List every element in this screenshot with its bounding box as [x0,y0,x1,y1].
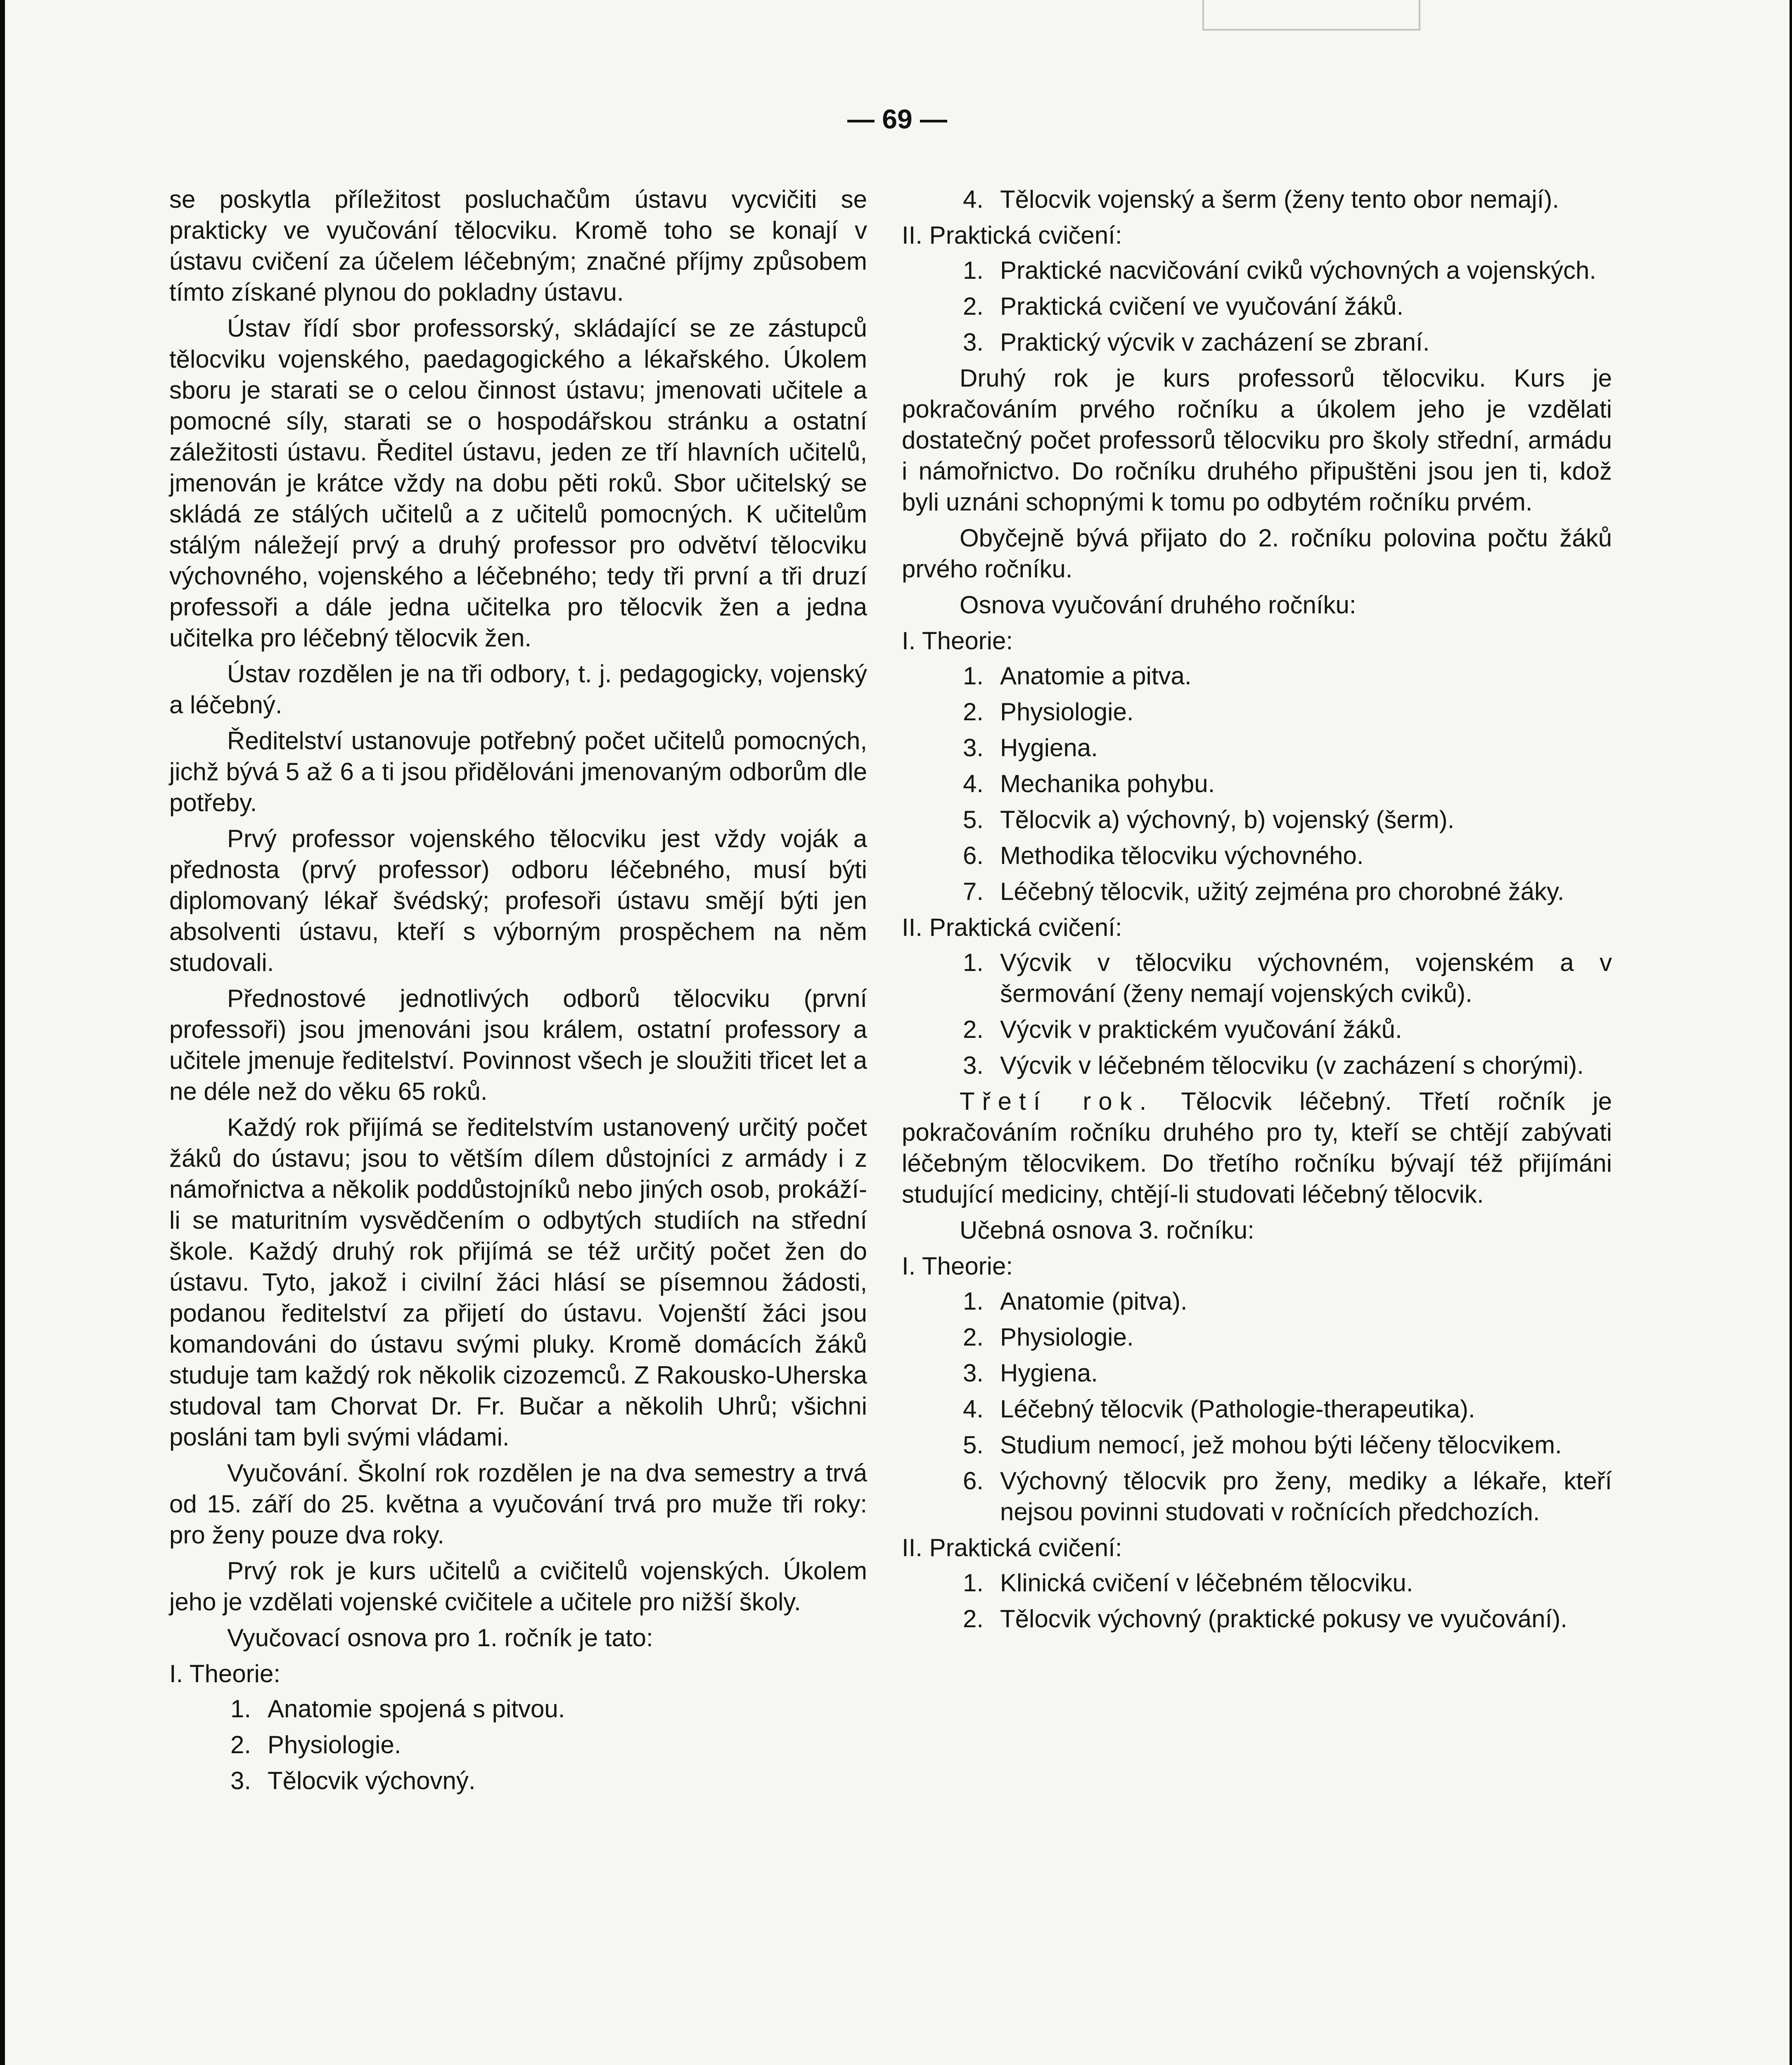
list-item-text: Léčebný tělocvik, užitý zejména pro chorobné žáky. [1000,878,1564,905]
list-item [902,840,1612,871]
list-item-number: 3. [963,328,984,356]
paragraph [902,363,1612,517]
list-item [902,947,1612,1009]
section-heading: II. Praktická cvičení: [902,914,1122,941]
list-item-number: 4. [963,1395,984,1423]
list-item-number: 3. [963,734,984,762]
list-item-number: 6. [963,842,984,869]
list-item-text: Klinická cvičení v léčebném tělocviku. [1000,1569,1413,1597]
list-item-number: 6. [963,1467,984,1495]
list-item [902,1014,1612,1045]
left-column [169,184,867,1801]
list-item-text: Physiologie. [268,1731,401,1759]
list-item-number: 2. [963,1323,984,1351]
paragraph [169,823,867,978]
scanned-page [5,0,1790,2065]
paragraph-text: Vyučovací osnova pro 1. ročník je tato: [227,1624,653,1652]
list-item [902,876,1612,907]
paragraph-text: Osnova vyučování druhého ročníku: [960,591,1356,619]
list-item-text: Výchovný tělocvik pro ženy, mediky a lékaře, kteří nejsou povinni studovati v ročnících předchozích. [1000,1467,1612,1526]
list-item-number: 2. [963,1016,984,1043]
list-item [902,1286,1612,1317]
list-item [902,1050,1612,1081]
paragraph [169,1457,867,1550]
paragraph-text: Tělocvik léčebný. Třetí ročník je pokračováním ročníku druhého pro ty, kteří se chtějí zabývati léčebným tělocvikem. Do třetího ročníku bývají též přijímáni studující mediciny, chtějí-li studovati léčebný tělocvik. [902,1087,1612,1208]
list-item [902,184,1612,215]
paragraph-text: se poskytla příležitost posluchačům ústavu vycvičiti se prakticky ve vyučování tělocviku. Kromě toho se konají v ústavu cvičení za účelem léčebným; značné příjmy způsobem tímto získané plynou do pokladny ústavu. [169,185,867,306]
paragraph-text: Ředitelství ustanovuje potřebný počet učitelů pomocných, jichž bývá 5 až 6 a ti jsou přidělováni jmenovaným odborům dle potřeby. [169,727,867,817]
list-item-number: 5. [963,806,984,833]
list-item-text: Tělocvik vojenský a šerm (ženy tento obor nemají). [1000,185,1559,213]
list-item-number: 4. [963,770,984,798]
list-item-number: 1. [963,949,984,976]
list-item-text: Physiologie. [1000,698,1134,726]
paragraph [169,184,867,308]
paragraph-text: Vyučování. Školní rok rozdělen je na dva semestry a trvá od 15. září do 25. května a vyučování trvá pro muže tři roky: pro ženy pouze dva roky. [169,1459,867,1549]
list-item [169,1729,867,1760]
paragraph [902,589,1612,620]
list-item-number: 1. [963,662,984,690]
list-item-text: Studium nemocí, jež mohou býti léčeny tělocvikem. [1000,1431,1562,1459]
paragraph-text: Učebná osnova 3. ročníku: [960,1216,1254,1244]
library-stamp [1202,0,1420,31]
list-item [902,327,1612,358]
list-item [902,291,1612,322]
list-item [902,732,1612,763]
paragraph [902,1215,1612,1246]
section-heading: I. Theorie: [169,1660,281,1688]
list-item-number: 1. [963,1569,984,1597]
paragraph [902,522,1612,584]
list-item-text: Praktický výcvik v zacházení se zbraní. [1000,328,1430,356]
list-item-number: 4. [963,185,984,213]
paragraph-text: Ústav rozdělen je na tři odbory, t. j. pedagogicky, vojenský a léčebný. [169,660,867,719]
list-item [902,1322,1612,1353]
list-item-number: 7. [963,878,984,905]
list-item-text: Hygiena. [1000,734,1098,762]
paragraph-lead: Třetí rok. [960,1087,1154,1115]
paragraph [169,983,867,1107]
list-item-text: Praktická cvičení ve vyučování žáků. [1000,292,1404,320]
list-item-text: Výcvik v praktickém vyučování žáků. [1000,1016,1402,1043]
list-item [902,660,1612,691]
list-item-text: Hygiena. [1000,1359,1098,1387]
page-header-number: — 69 — [847,104,948,134]
list-item-text: Physiologie. [1000,1323,1134,1351]
list-item-text: Anatomie (pitva). [1000,1287,1188,1315]
paragraph [902,1086,1612,1210]
section-heading: II. Praktická cvičení: [902,1534,1122,1562]
list-item-number: 3. [963,1359,984,1387]
list-item [902,1358,1612,1389]
paragraph [169,1112,867,1453]
list-item [902,1393,1612,1424]
list-item [902,1429,1612,1460]
list-item-text: Anatomie spojená s pitvou. [268,1695,565,1723]
list-item-text: Methodika tělocviku výchovného. [1000,842,1364,869]
list-item-text: Anatomie a pitva. [1000,662,1192,690]
list-item-text: Mechanika pohybu. [1000,770,1215,798]
list-item-number: 1. [963,1287,984,1315]
paragraph [169,725,867,818]
paragraph [169,658,867,720]
list-item [902,1465,1612,1527]
section-heading: I. Theorie: [902,627,1013,655]
list-item-text: Tělocvik výchovný. [268,1767,476,1794]
list-item [902,1603,1612,1634]
list-item-number: 2. [963,292,984,320]
list-item [902,768,1612,799]
list-item-text: Tělocvik a) výchovný, b) vojenský (šerm). [1000,806,1455,833]
paragraph [169,313,867,653]
list-item [169,1765,867,1796]
paragraph-text: Prvý professor vojenského tělocviku jest vždy voják a přednosta (prvý professor) odboru léčebného, musí býti diplomovaný lékař švédský; profesoři ústavu smějí býti jen absolventi ústavu, kteří s výborným prospěchem na něm studovali. [169,825,867,976]
list-item-number: 2. [230,1731,251,1759]
paragraph-text: Obyčejně bývá přijato do 2. ročníku polovina počtu žáků prvého ročníku. [902,524,1612,583]
paragraph-text: Druhý rok je kurs professorů tělocviku. Kurs je pokračováním prvého ročníku a úkolem jeho je vzdělati dostatečný počet professorů tělocviku pro školy střední, armádu i námořnictvo. Do ročníku druhého připuštěni jsou jen ti, kdož byli uznáni schopnými k tomu po odbytém ročníku prvém. [902,364,1612,516]
list-item-number: 3. [230,1767,251,1794]
list-item-text: Výcvik v léčebném tělocviku (v zacházení s chorými). [1000,1051,1584,1079]
right-column [902,184,1612,1639]
list-item-text: Léčebný tělocvik (Pathologie-therapeutika). [1000,1395,1475,1423]
list-item-number: 2. [963,698,984,726]
list-item-text: Výcvik v tělocviku výchovném, vojenském a v šermování (ženy nemají vojenských cviků). [1000,949,1612,1007]
list-item [902,1567,1612,1598]
list-item-number: 5. [963,1431,984,1459]
list-item [902,696,1612,727]
list-item [902,804,1612,835]
paragraph-text: Každý rok přijímá se ředitelstvím ustanovený určitý počet žáků do ústavu; jsou to větším dílem důstojníci z armády i z námořnictva a několik poddůstojníků nebo jiných osob, prokáží-li se maturitním vysvědčením o odbytých studiích na střední škole. Každý druhý rok přijímá se též určitý počet žen do ústavu. Tyto, jakož i civilní žáci hlásí se písemnou žádosti, podanou ředitelství za přijetí do ústavu. Vojenští žáci jsou komandováni do ústavu svými pluky. Kromě domácích žáků studuje tam každý rok několik cizozemců. Z Rakousko-Uherska studoval tam Chorvat Dr. Fr. Bučar a několih Uhrů; všichni posláni tam byli svými vládami. [169,1113,867,1451]
list-item-number: 2. [963,1605,984,1633]
list-item-number: 1. [230,1695,251,1723]
paragraph [169,1622,867,1653]
list-item [902,255,1612,286]
paragraph [169,1555,867,1617]
paragraph-text: Přednostové jednotlivých odborů tělocviku (první professoři) jsou jmenováni jsou králem, ostatní professory a učitele jmenuje ředitelství. Povinnost všech je sloužiti třicet let a ne déle než do věku 65 roků. [169,985,867,1105]
paragraph-text: Prvý rok je kurs učitelů a cvičitelů vojenských. Úkolem jeho je vzdělati vojenské cvičitele a učitele pro nižší školy. [169,1557,867,1616]
section-heading: II. Praktická cvičení: [902,221,1122,249]
list-item-number: 3. [963,1051,984,1079]
list-item-number: 1. [963,256,984,284]
section-heading: I. Theorie: [902,1252,1013,1280]
list-item-text: Praktické nacvičování cviků výchovných a vojenských. [1000,256,1596,284]
list-item [169,1693,867,1724]
list-item-text: Tělocvik výchovný (praktické pokusy ve vyučování). [1000,1605,1567,1633]
paragraph-text: Ústav řídí sbor professorský, skládající se ze zástupců tělocviku vojenského, paedagogického a lékařského. Úkolem sboru je starati se o celou činnost ústavu; jmenovati učitele a pomocné síly, starati se o hospodářskou stránku a ostatní záležitosti ústavu. Ředitel ústavu, jeden ze tří hlavních učitelů, jmenován je krátce vždy na dobu pěti roků. Sbor učitelský se skládá ze stálých učitelů a z učitelů pomocných. K učitelům stálým náležejí prvý a druhý professor pro odvětví tělocviku výchovného, vojenského a léčebného; tedy tři první a tři druzí professoři a dále jedna učitelka pro tělocvik žen a jedna učitelka pro léčebný tělocvik žen. [169,314,867,652]
